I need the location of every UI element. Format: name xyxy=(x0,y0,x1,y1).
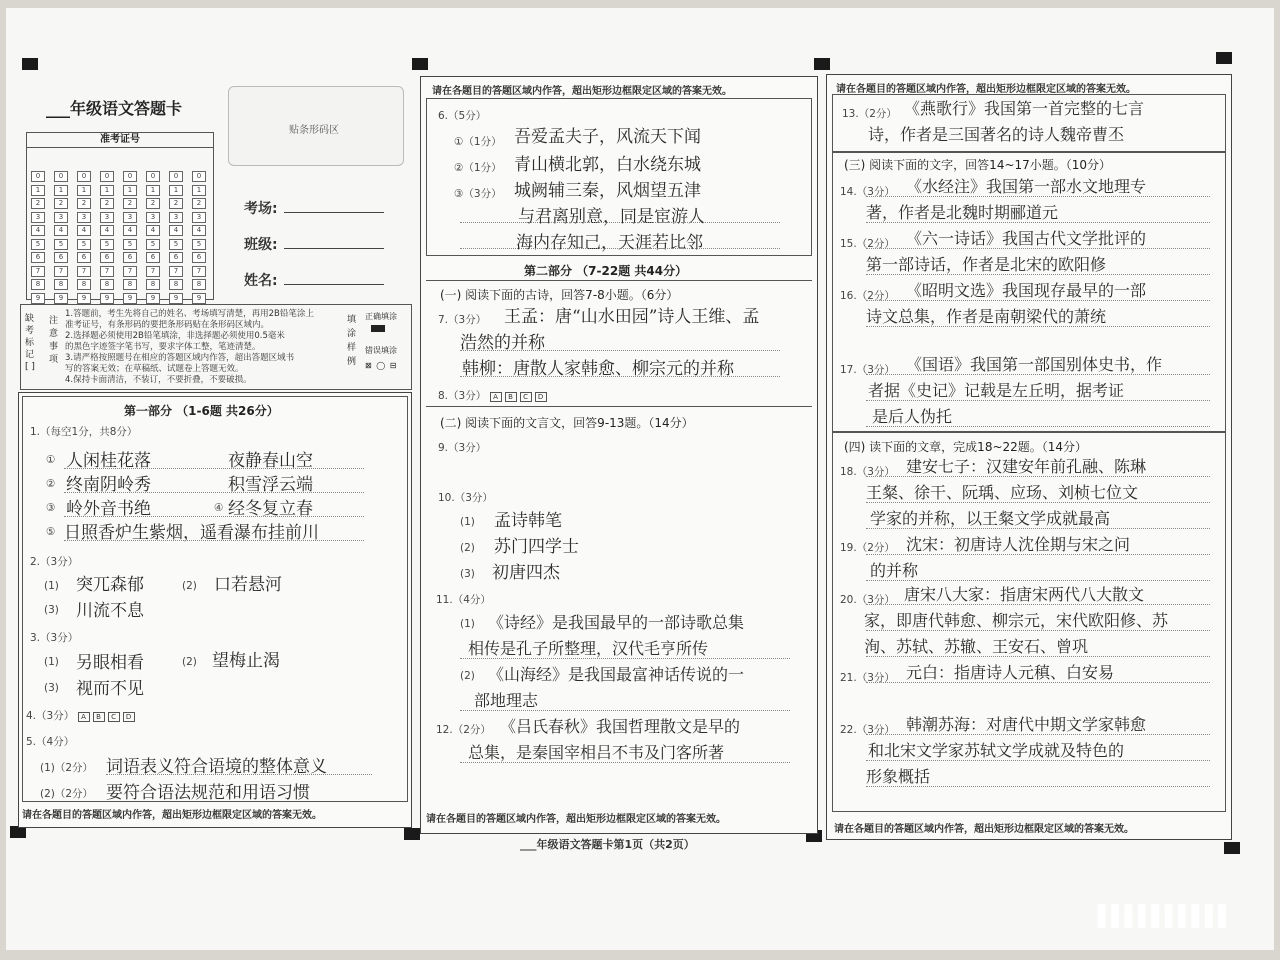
section1-title: (一) 阅读下面的古诗，回答7-8小题。（6分） xyxy=(440,288,679,302)
q1-answer-b: 积雪浮云端 xyxy=(228,475,313,495)
q18-answer-line3: 学家的并称，以王粲文学成就最高 xyxy=(870,509,1111,528)
ticket-digit-bubble[interactable]: 1 xyxy=(31,185,45,196)
answer-line xyxy=(866,630,1210,631)
wrong-fill-label: 错误填涂 xyxy=(365,346,397,355)
ticket-digit-bubble[interactable]: 3 xyxy=(31,212,45,223)
ticket-digit-bubble[interactable]: 1 xyxy=(169,185,183,196)
option-d-bubble[interactable]: D xyxy=(123,712,135,722)
ticket-number-grid xyxy=(26,132,214,300)
q6-2-answer: 青山横北郭，白水绕东城 xyxy=(514,155,701,175)
q1-label: 1.（每空1分，共8分） xyxy=(30,426,138,438)
q20-answer-line1: 唐宋八大家：指唐宋两代八大散文 xyxy=(904,585,1145,604)
answer-line xyxy=(866,476,1210,477)
q21-label: 21.（3分） xyxy=(840,672,895,684)
q18-label: 18.（3分） xyxy=(840,466,895,478)
ticket-digit-bubble[interactable]: 7 xyxy=(192,266,206,277)
q11-2-answer-line2: 部地理志 xyxy=(474,691,539,710)
name-label: 姓名: xyxy=(244,273,278,289)
ticket-digit-bubble[interactable]: 6 xyxy=(31,252,45,263)
ticket-digit-bubble[interactable]: 9 xyxy=(54,293,68,304)
answer-line xyxy=(866,400,1210,401)
q6-1-num: ①（1分） xyxy=(454,136,502,148)
correct-fill-label: 正确填涂 xyxy=(365,312,397,321)
ticket-digit-bubble[interactable]: 5 xyxy=(123,239,137,250)
wrong-fill-sample: ⊠ ◯ ⊟ xyxy=(365,361,398,370)
q13-label: 13.（2分） xyxy=(842,108,897,120)
ticket-digit-bubble[interactable]: 6 xyxy=(100,252,114,263)
ticket-digit-bubble[interactable]: 6 xyxy=(169,252,183,263)
ticket-digit-bubble[interactable]: 9 xyxy=(192,293,206,304)
ticket-digit-bubble[interactable]: 8 xyxy=(123,279,137,290)
q6-3-num: ③（3分） xyxy=(454,188,502,200)
notice-line: 2.选择题必须使用2B铅笔填涂，非选择题必须使用0.5毫米 xyxy=(65,331,285,341)
answer-line xyxy=(866,604,1210,605)
q16-answer-line1: 《昭明文选》我国现存最早的一部 xyxy=(906,281,1147,300)
barcode-label: 贴条形码区 xyxy=(289,125,339,136)
answer-line xyxy=(866,374,1210,375)
q15-answer-line1: 《六一诗话》我国古代文学批评的 xyxy=(906,229,1147,248)
q15-label: 15.（2分） xyxy=(840,238,895,250)
ticket-digit-bubble[interactable]: 4 xyxy=(54,225,68,236)
ticket-digit-bubble[interactable]: 8 xyxy=(31,279,45,290)
ticket-digit-column[interactable] xyxy=(77,171,91,306)
q10-3-num: (3) xyxy=(460,568,475,580)
alignment-marker xyxy=(1216,52,1232,64)
q1-item-num: ① xyxy=(46,454,56,466)
ticket-digit-bubble[interactable]: 7 xyxy=(54,266,68,277)
q11-2-answer-line1: 《山海经》是我国最富神话传说的一 xyxy=(488,665,745,684)
class-label: 班级: xyxy=(244,237,278,253)
ticket-digit-bubble[interactable]: 0 xyxy=(146,171,160,182)
ticket-digit-bubble[interactable]: 4 xyxy=(123,225,137,236)
ticket-digit-bubble[interactable]: 9 xyxy=(100,293,114,304)
q10-1-answer: 孟诗韩笔 xyxy=(494,511,562,531)
q9-label: 9.（3分） xyxy=(438,442,487,454)
answer-line xyxy=(866,502,1210,503)
q1-item5-num: ⑤ xyxy=(46,526,56,538)
ticket-digit-bubble[interactable]: 9 xyxy=(123,293,137,304)
q21-answer-line1: 元白：指唐诗人元稹、白安易 xyxy=(906,663,1115,682)
ticket-digit-column[interactable] xyxy=(146,171,160,306)
ticket-digit-bubble[interactable]: 2 xyxy=(169,198,183,209)
q10-1-num: (1) xyxy=(460,516,475,528)
q11-label: 11.（4分） xyxy=(436,594,491,606)
q19-answer-line1: 沈宋：初唐诗人沈佺期与宋之问 xyxy=(906,535,1131,554)
answer-line xyxy=(866,734,1210,735)
ticket-digit-bubble[interactable]: 3 xyxy=(100,212,114,223)
answer-line xyxy=(866,786,1210,787)
q16-label: 16.（2分） xyxy=(840,290,895,302)
q5-2-num: (2)（2分） xyxy=(40,788,94,800)
ticket-digit-bubble[interactable]: 6 xyxy=(192,252,206,263)
q1-answer-a: 终南阴岭秀 xyxy=(66,475,151,495)
answer-line xyxy=(866,274,1210,275)
q16-answer-line2: 诗文总集，作者是南朝梁代的萧统 xyxy=(866,307,1107,326)
q11-2-num: (2) xyxy=(460,670,475,682)
answer-line xyxy=(866,426,1210,427)
sheet-title: ___年级语文答题卡 xyxy=(46,99,183,118)
q12-answer-line1: 《吕氏春秋》我国哲理散文是早的 xyxy=(500,717,741,736)
correct-fill-sample xyxy=(371,325,385,332)
ticket-digit-bubble[interactable]: 1 xyxy=(100,185,114,196)
q22-answer-line2: 和北宋文学家苏轼文学成就及特色的 xyxy=(868,741,1125,760)
q2-2-num: (2) xyxy=(182,580,197,592)
q1-answer-b: 经冬复立春 xyxy=(228,499,313,519)
exam-room-label: 考场: xyxy=(244,201,278,217)
q19-answer-line2: 的并称 xyxy=(870,561,919,580)
ticket-digit-bubble[interactable]: 8 xyxy=(54,279,68,290)
q3-3-answer: 视而不见 xyxy=(76,679,144,699)
ticket-digit-bubble[interactable]: 5 xyxy=(146,239,160,250)
q14-answer-line2: 著，作者是北魏时期郦道元 xyxy=(866,203,1059,222)
ticket-digit-bubble[interactable]: 2 xyxy=(123,198,137,209)
ticket-digit-bubble[interactable]: 9 xyxy=(77,293,91,304)
ticket-digit-bubble[interactable]: 0 xyxy=(123,171,137,182)
q3-1-num: (1) xyxy=(44,656,59,668)
footer-note-col2: 请在各题目的答题区域内作答，超出矩形边框限定区域的答案无效。 xyxy=(426,814,726,825)
alignment-marker xyxy=(1224,842,1240,854)
ticket-digit-bubble[interactable]: 2 xyxy=(192,198,206,209)
ticket-digit-bubble[interactable]: 9 xyxy=(169,293,183,304)
ticket-digit-bubble[interactable]: 3 xyxy=(77,212,91,223)
answer-line xyxy=(866,222,1210,223)
ticket-digit-bubble[interactable]: 6 xyxy=(146,252,160,263)
q1-item5-answer: 日照香炉生紫烟，遥看瀑布挂前川 xyxy=(64,523,319,543)
section2-title: (二) 阅读下面的文言文，回答9-13题。（14分） xyxy=(440,416,694,430)
answer-line xyxy=(866,580,1210,581)
ticket-digit-bubble[interactable]: 3 xyxy=(123,212,137,223)
ticket-digit-column[interactable] xyxy=(192,171,206,306)
q4-label-text: 4.（3分） xyxy=(26,710,75,722)
q1-item4-num: ④ xyxy=(214,502,224,514)
alignment-marker xyxy=(404,828,420,840)
q22-answer-line3: 形象概括 xyxy=(866,767,931,786)
ticket-digit-bubble[interactable]: 2 xyxy=(31,198,45,209)
q3-2-num: (2) xyxy=(182,656,197,668)
ticket-digit-bubble[interactable]: 1 xyxy=(77,185,91,196)
ticket-digit-bubble[interactable]: 0 xyxy=(31,171,45,182)
q15-answer-line2: 第一部诗话，作者是北宋的欧阳修 xyxy=(866,255,1107,274)
part1-title: 第一部分 （1-6题 共26分） xyxy=(124,404,279,418)
q5-2-answer: 要符合语法规范和用语习惯 xyxy=(106,783,310,803)
ticket-digit-bubble[interactable]: 1 xyxy=(192,185,206,196)
q7-label: 7.（3分） xyxy=(438,314,487,326)
q17-answer-line3: 是后人伪托 xyxy=(872,407,953,426)
ticket-digit-column[interactable] xyxy=(169,171,183,306)
q20-label: 20.（3分） xyxy=(840,594,895,606)
q20-answer-line3: 洵、苏轼、苏辙、王安石、曾巩 xyxy=(864,637,1089,656)
ticket-digit-bubble[interactable]: 6 xyxy=(123,252,137,263)
ticket-digit-bubble[interactable]: 0 xyxy=(169,171,183,182)
option-c-bubble[interactable]: C xyxy=(520,392,532,402)
name-field[interactable] xyxy=(244,270,384,290)
exam-room-field[interactable] xyxy=(244,198,384,218)
q13-answer-line2: 诗，作者是三国著名的诗人魏帝曹丕 xyxy=(868,125,1125,144)
ticket-digit-bubble[interactable]: 4 xyxy=(31,225,45,236)
ticket-digit-bubble[interactable]: 6 xyxy=(54,252,68,263)
ticket-number-label: 准考证号 xyxy=(27,133,213,148)
q4-label xyxy=(26,708,138,723)
q20-answer-line2: 家，即唐代韩愈、柳宗元，宋代欧阳修、苏 xyxy=(864,611,1169,630)
ticket-digit-bubble[interactable]: 1 xyxy=(146,185,160,196)
q11-1-num: (1) xyxy=(460,618,475,630)
ticket-digit-bubble[interactable]: 4 xyxy=(77,225,91,236)
ticket-digit-bubble[interactable]: 7 xyxy=(146,266,160,277)
notice-line: 1.答题前，考生先将自己的姓名、考场填写清楚，再用2B铅笔涂上 xyxy=(65,309,314,319)
section3-title: (三) 阅读下面的文字，回答14~17小题。（10分） xyxy=(844,158,1112,172)
answer-line xyxy=(866,300,1210,301)
alignment-marker xyxy=(412,58,428,70)
option-a-bubble[interactable]: A xyxy=(78,712,90,722)
ticket-digit-bubble[interactable]: 7 xyxy=(123,266,137,277)
q2-1-num: (1) xyxy=(44,580,59,592)
ticket-digit-bubble[interactable]: 9 xyxy=(146,293,160,304)
q5-1-num: (1)（2分） xyxy=(40,762,94,774)
ticket-digit-bubble[interactable]: 3 xyxy=(146,212,160,223)
answer-line xyxy=(866,760,1210,761)
q2-label: 2.（3分） xyxy=(30,556,79,568)
ticket-digit-column[interactable] xyxy=(123,171,137,306)
q3-1-answer: 另眼相看 xyxy=(76,653,144,673)
option-b-bubble[interactable]: B xyxy=(505,392,517,402)
ticket-digit-bubble[interactable]: 5 xyxy=(192,239,206,250)
ticket-digit-bubble[interactable]: 2 xyxy=(100,198,114,209)
q19-label: 19.（2分） xyxy=(840,542,895,554)
q17-answer-line2: 者据《史记》记载是左丘明，据考证 xyxy=(868,381,1125,400)
ticket-digit-bubble[interactable]: 7 xyxy=(77,266,91,277)
answer-line xyxy=(866,682,1210,683)
ticket-digit-column[interactable] xyxy=(54,171,68,306)
barcode-area xyxy=(228,86,404,166)
ticket-digit-bubble[interactable]: 9 xyxy=(31,293,45,304)
q14-label: 14.（3分） xyxy=(840,186,895,198)
q3-2-answer: 望梅止渴 xyxy=(212,651,280,671)
ticket-digit-bubble[interactable]: 3 xyxy=(192,212,206,223)
alignment-marker xyxy=(22,58,38,70)
ticket-digit-bubble[interactable]: 4 xyxy=(192,225,206,236)
ticket-digit-bubble[interactable]: 3 xyxy=(169,212,183,223)
answer-line xyxy=(64,516,364,517)
q3-3-num: (3) xyxy=(44,682,59,694)
q7-answer-line2: 浩然的并称 xyxy=(460,333,545,353)
q6-label: 6.（5分） xyxy=(438,110,487,122)
q10-3-answer: 初唐四杰 xyxy=(492,563,560,583)
ticket-digit-bubble[interactable]: 4 xyxy=(169,225,183,236)
option-d-bubble[interactable]: D xyxy=(535,392,547,402)
answer-line xyxy=(866,656,1210,657)
section4-title: (四) 读下面的文章，完成18~22题。（14分） xyxy=(844,440,1088,454)
q13-answer-line1: 《燕歌行》我国第一首完整的七言 xyxy=(904,99,1145,118)
q17-answer-line1: 《国语》我国第一部国别体史书，作 xyxy=(906,355,1163,374)
alignment-marker xyxy=(814,58,830,70)
answer-line xyxy=(64,492,364,493)
q14-answer-line1: 《水经注》我国第一部水文地理专 xyxy=(906,177,1147,196)
ticket-digit-bubble[interactable]: 1 xyxy=(54,185,68,196)
ticket-digit-bubble[interactable]: 1 xyxy=(123,185,137,196)
answer-line xyxy=(866,248,1210,249)
q18-answer-line2: 王粲、徐干、阮瑀、应玚、刘桢七位文 xyxy=(866,483,1139,502)
ticket-digit-bubble[interactable]: 0 xyxy=(192,171,206,182)
q6-3-answer-line1: 城阙辅三秦，风烟望五津 xyxy=(514,181,701,201)
answer-line xyxy=(866,554,1210,555)
notice-line: 准考证号，有条形码的要把条形码贴在条形码区域内。 xyxy=(65,320,270,330)
q1-answer-b: 夜静春山空 xyxy=(228,451,313,471)
ticket-digit-bubble[interactable]: 3 xyxy=(54,212,68,223)
q5-1-answer: 词语表义符合语境的整体意义 xyxy=(106,757,327,777)
option-a-bubble[interactable]: A xyxy=(490,392,502,402)
ticket-digit-bubble[interactable]: 2 xyxy=(77,198,91,209)
part2-title: 第二部分 （7-22题 共44分） xyxy=(524,264,688,278)
q11-1-answer-line1: 《诗经》是我国最早的一部诗歌总集 xyxy=(488,613,745,632)
q8-label-text: 8.（3分） xyxy=(438,390,487,402)
ticket-digit-bubble[interactable]: 8 xyxy=(169,279,183,290)
ticket-digit-bubble[interactable]: 0 xyxy=(100,171,114,182)
q2-1-answer: 突兀森郁 xyxy=(76,575,144,595)
ticket-digit-bubble[interactable]: 0 xyxy=(77,171,91,182)
footer-note-col3: 请在各题目的答题区域内作答，超出矩形边框限定区域的答案无效。 xyxy=(834,824,1134,835)
ticket-digit-bubble[interactable]: 8 xyxy=(77,279,91,290)
q6-3-answer-line2: 与君离别意，同是宦游人 xyxy=(518,207,705,227)
absent-mark-label: 缺考标记 [ ] xyxy=(25,314,35,372)
q10-2-num: (2) xyxy=(460,542,475,554)
ticket-digit-bubble[interactable]: 7 xyxy=(169,266,183,277)
ticket-digit-bubble[interactable]: 8 xyxy=(100,279,114,290)
ticket-digit-bubble[interactable]: 8 xyxy=(146,279,160,290)
q12-answer-line2: 总集，是秦国宰相吕不韦及门客所著 xyxy=(468,743,725,762)
q22-answer-line1: 韩潮苏海：对唐代中期文学家韩愈 xyxy=(906,715,1147,734)
ticket-digit-column[interactable] xyxy=(31,171,45,306)
q8-label xyxy=(438,388,550,403)
q1-item-num: ② xyxy=(46,478,56,490)
q17-label: 17.（3分） xyxy=(840,364,895,376)
q1-answer-a: 人闲桂花落 xyxy=(66,451,151,471)
answer-line xyxy=(64,468,364,469)
q10-2-answer: 苏门四学士 xyxy=(494,537,579,557)
q6-3-answer-line3: 海内存知己，天涯若比邻 xyxy=(516,233,703,253)
q11-1-answer-line2: 相传是孔子所整理，汉代毛亨所传 xyxy=(468,639,709,658)
q2-3-num: (3) xyxy=(44,604,59,616)
ticket-digit-bubble[interactable]: 7 xyxy=(100,266,114,277)
watermark-bars: ▌▌▌▌▌▌▌▌▌▌ xyxy=(1098,904,1232,928)
ticket-digit-bubble[interactable]: 5 xyxy=(77,239,91,250)
notice-title: 注意事项 xyxy=(49,316,59,365)
ticket-digit-bubble[interactable]: 7 xyxy=(31,266,45,277)
ticket-digit-bubble[interactable]: 4 xyxy=(146,225,160,236)
ticket-digit-column[interactable] xyxy=(100,171,114,306)
q1-item-num: ③ xyxy=(46,502,56,514)
ticket-digit-bubble[interactable]: 8 xyxy=(192,279,206,290)
notice-line: 写的答案无效；在草稿纸、试题卷上答题无效。 xyxy=(65,364,244,374)
q5-label: 5.（4分） xyxy=(26,736,75,748)
ticket-digit-bubble[interactable]: 5 xyxy=(31,239,45,250)
q3-label: 3.（3分） xyxy=(30,632,79,644)
notice-line: 3.请严格按照题号在相应的答题区域内作答，超出答题区域书 xyxy=(65,353,295,363)
header-note-col2: 请在各题目的答题区域内作答，超出矩形边框限定区域的答案无效。 xyxy=(432,86,732,97)
q1-answer-a: 岭外音书绝 xyxy=(66,499,151,519)
ticket-digit-bubble[interactable]: 2 xyxy=(146,198,160,209)
q7-answer-line3: 韩柳：唐散人家韩愈、柳宗元的并称 xyxy=(462,359,734,379)
ticket-digit-bubble[interactable]: 5 xyxy=(54,239,68,250)
option-b-bubble[interactable]: B xyxy=(93,712,105,722)
notice-box xyxy=(20,304,412,390)
page-footer: ___年级语文答题卡第1页（共2页） xyxy=(520,838,695,851)
header-note-col3: 请在各题目的答题区域内作答，超出矩形边框限定区域的答案无效。 xyxy=(836,84,1136,95)
q10-label: 10.（3分） xyxy=(438,492,493,504)
ticket-digit-bubble[interactable]: 0 xyxy=(54,171,68,182)
ticket-digit-bubble[interactable]: 4 xyxy=(100,225,114,236)
q2-2-answer: 口若悬河 xyxy=(214,575,282,595)
notice-line: 的黑色字迹签字笔书写，要求字体工整，笔迹清楚。 xyxy=(65,342,261,352)
ticket-digit-bubble[interactable]: 2 xyxy=(54,198,68,209)
answer-line xyxy=(866,528,1210,529)
ticket-digit-bubble[interactable]: 5 xyxy=(169,239,183,250)
footer-note-col1: 请在各题目的答题区域内作答，超出矩形边框限定区域的答案无效。 xyxy=(22,810,322,821)
q22-label: 22.（3分） xyxy=(840,724,895,736)
q18-answer-line1: 建安七子：汉建安年前孔融、陈琳 xyxy=(906,457,1147,476)
q6-2-num: ②（1分） xyxy=(454,162,502,174)
q6-1-answer: 吾爱孟夫子，风流天下闻 xyxy=(514,127,701,147)
class-field[interactable] xyxy=(244,234,384,254)
q2-3-answer: 川流不息 xyxy=(76,601,144,621)
q12-label: 12.（2分） xyxy=(436,724,491,736)
answer-line xyxy=(866,326,1210,327)
ticket-digit-bubble[interactable]: 6 xyxy=(77,252,91,263)
fill-sample-label: 填涂样例 xyxy=(347,315,357,367)
answer-line xyxy=(866,196,1210,197)
notice-line: 4.保持卡面清洁，不装订，不要折叠，不要破损。 xyxy=(65,375,252,385)
q7-answer-line1: 王孟：唐“山水田园”诗人王维、孟 xyxy=(504,307,760,327)
ticket-digit-bubble[interactable]: 5 xyxy=(100,239,114,250)
option-c-bubble[interactable]: C xyxy=(108,712,120,722)
